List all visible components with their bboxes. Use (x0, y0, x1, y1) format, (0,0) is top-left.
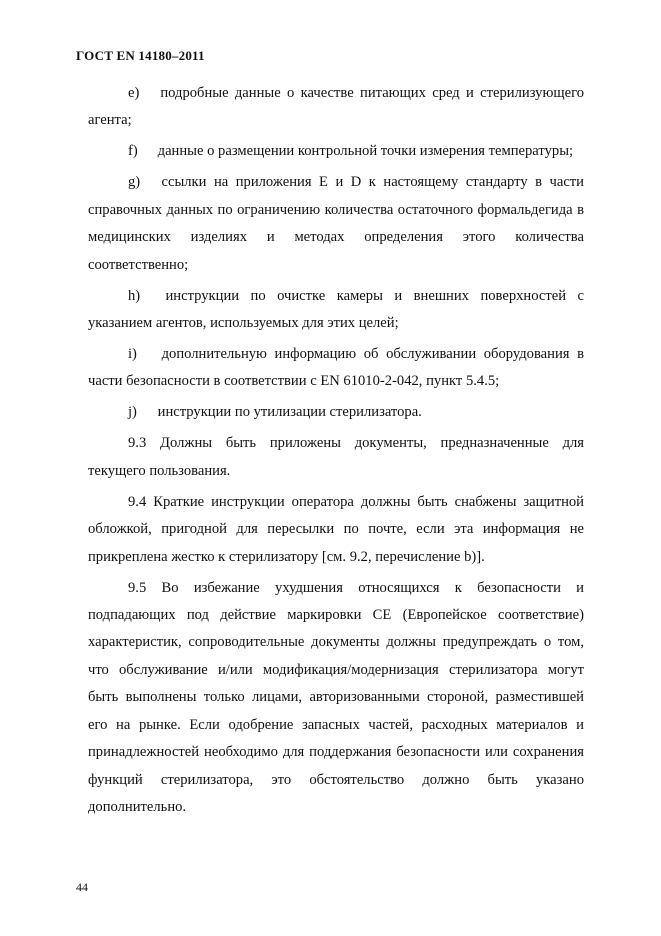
list-marker: e) (128, 85, 140, 101)
clause-number: 9.4 (128, 493, 147, 510)
list-marker: j) (128, 404, 137, 421)
page-body (88, 80, 584, 825)
list-marker: g) (128, 174, 141, 191)
list-item-text: инструкции по утилизации стерилизатора. (157, 404, 422, 421)
list-item-h (88, 283, 584, 338)
list-item-text: инструкции по очистке камеры и внешних поверхностей с указанием агентов, используемых для этих целей; (88, 287, 584, 332)
clause-text: Во избежание ухудшения относящихся к безопасности и подпадающих под действие маркировки CE (Европейское соответствие) характеристик, сопроводительные документы должны предупреждать о том, что обслуживание и/или модификация/модернизация стерилизатора могут быть выполнены только лицами, авторизованными стороной, разместившей его на рынке. Если одобрение запасных частей, расходных материалов и принадлежностей необходимо для поддержания безопасности или сохранения функций стерилизатора, это обстоятельство должно быть указано дополнительно. (88, 579, 584, 815)
clause-9-5 (88, 575, 584, 822)
list-marker: h) (128, 287, 141, 304)
list-item-text: подробные данные о качестве питающих сред и стерилизующего агента; (88, 85, 584, 129)
list-item-e (88, 80, 584, 135)
list-item-f (88, 138, 584, 165)
clause-number: 9.5 (128, 579, 147, 596)
list-item-text: данные о размещении контрольной точки измерения температуры; (157, 143, 574, 160)
page-number: 44 (76, 880, 88, 894)
clause-number: 9.3 (128, 435, 147, 452)
list-item-text: дополнительную информацию об обслуживании оборудования в части безопасности в соответствии с EN 61010-2-042, пункт 5.4.5; (88, 346, 584, 390)
clause-text: Должны быть приложены документы, предназначенные для текущего пользования. (88, 435, 584, 479)
list-item-j (88, 399, 584, 426)
list-marker: f) (128, 143, 138, 160)
list-marker: i) (128, 346, 137, 363)
document-header: ГОСТ EN 14180–2011 (76, 48, 205, 63)
list-item-text: ссылки на приложения E и D к настоящему стандарту в части справочных данных по ограничению количества остаточного формальдегида в медицинских изделиях и методах определения этого количества соответственно; (88, 174, 584, 273)
clause-text: Краткие инструкции оператора должны быть снабжены защитной обложкой, пригодной для пересылки по почте, если эта информация не прикреплена жестко к стерилизатору [см. 9.2, перечисление b)]. (88, 493, 584, 565)
list-item-g (88, 169, 584, 279)
clause-9-3 (88, 430, 584, 485)
clause-9-4 (88, 489, 584, 571)
list-item-i (88, 341, 584, 396)
